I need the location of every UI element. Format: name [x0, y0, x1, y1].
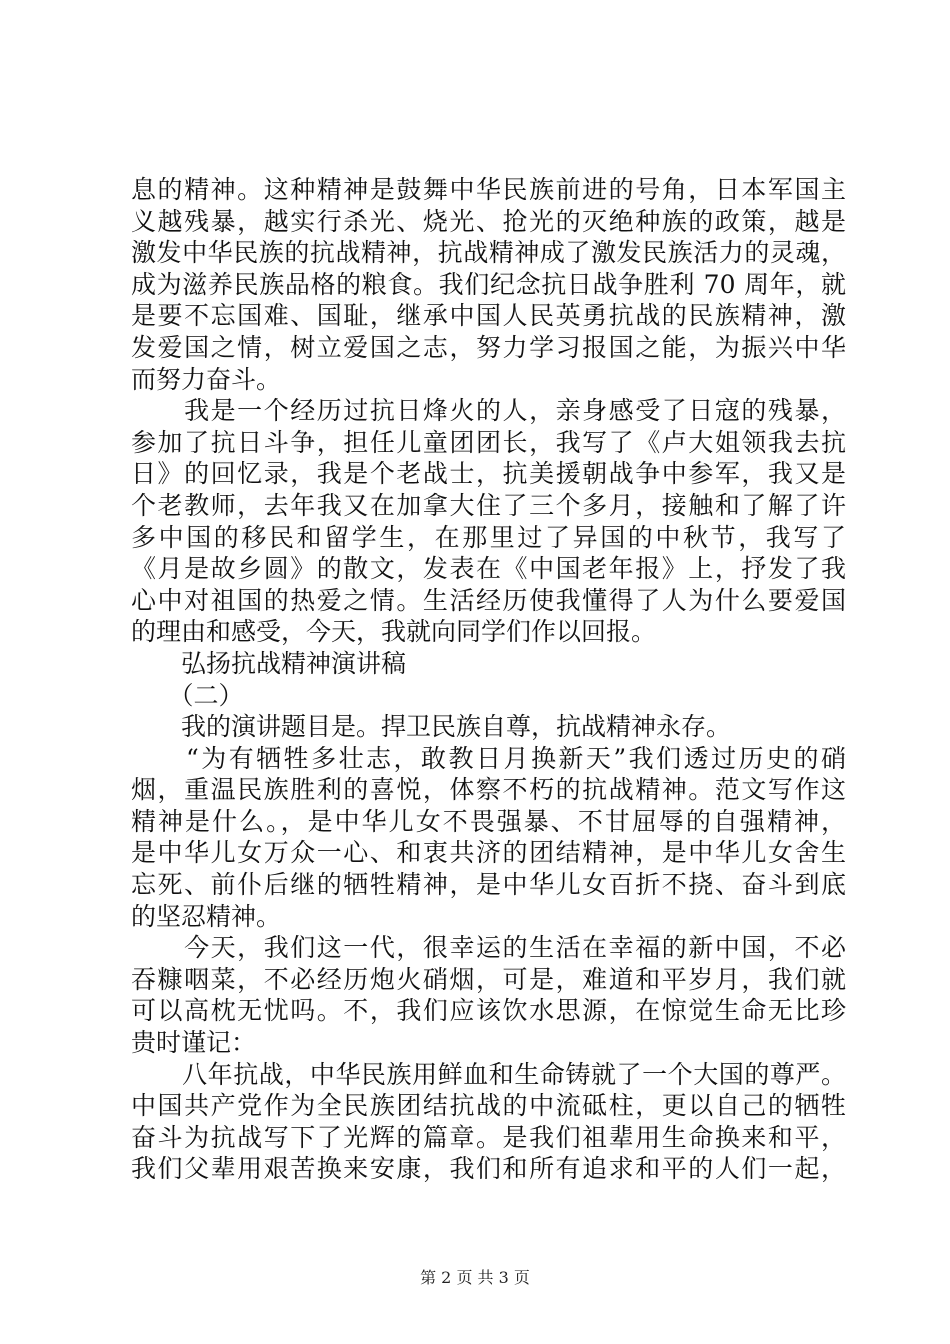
text-line: 多中国的移民和留学生，在那里过了异国的中秋节，我写了 — [131, 522, 846, 552]
body-text — [131, 174, 846, 1185]
text-line: 日》的回忆录，我是个老战士，抗美援朝战争中参军，我又是 — [131, 459, 846, 489]
section-number: （二） — [131, 680, 244, 710]
text-line: 而努力奋斗。 — [131, 364, 282, 394]
text-line: 贵时谨记： — [131, 1028, 257, 1058]
text-line: 参加了抗日斗争，担任儿童团团长，我写了《卢大姐领我去抗 — [131, 427, 846, 457]
text-line: 今天，我们这一代，很幸运的生活在幸福的新中国，不必 — [131, 933, 846, 963]
text-line: 是要不忘国难、国耻，继承中国人民英勇抗战的民族精神，激 — [131, 301, 846, 331]
page-footer — [0, 1268, 950, 1288]
text-line: 中国共产党作为全民族团结抗战的中流砥柱，更以自己的牺牲 — [131, 1091, 846, 1121]
text-line: 是中华儿女万众一心、和衷共济的团结精神，是中华儿女舍生 — [131, 838, 846, 868]
text-line: 烟，重温民族胜利的喜悦，体察不朽的抗战精神。范文写作这 — [131, 775, 846, 805]
section-heading: 弘扬抗战精神演讲稿 — [131, 648, 407, 678]
text-line: 成为滋养民族品格的粮食。我们纪念抗日战争胜利 70 周年，就 — [131, 269, 846, 299]
text-line: 的坚忍精神。 — [131, 901, 282, 931]
text-line: 奋斗为抗战写下了光辉的篇章。是我们祖辈用生命换来和平， — [131, 1122, 846, 1152]
text-line: 的理由和感受，今天，我就向同学们作以回报。 — [131, 617, 657, 647]
text-line: 个老教师，去年我又在加拿大住了三个多月，接触和了解了许 — [131, 490, 846, 520]
text-line: 我的演讲题目是。捍卫民族自尊，抗战精神永存。 — [131, 712, 732, 742]
text-line: 八年抗战，中华民族用鲜血和生命铸就了一个大国的尊严。 — [131, 1059, 846, 1089]
page-number-label: 第 2 页 共 3 页 — [420, 1268, 530, 1287]
text-line: 我们父辈用艰苦换来安康，我们和所有追求和平的人们一起， — [131, 1154, 846, 1184]
text-line: 吞糠咽菜，不必经历炮火硝烟，可是，难道和平岁月，我们就 — [131, 964, 846, 994]
text-line: 发爱国之情，树立爱国之志，努力学习报国之能，为振兴中华 — [131, 332, 846, 362]
text-line: “为有牺牲多壮志，敢教日月换新天”我们透过历史的硝 — [131, 743, 846, 773]
text-line: 激发中华民族的抗战精神，抗战精神成了激发民族活力的灵魂， — [131, 238, 846, 268]
text-line: 忘死、前仆后继的牺牲精神，是中华儿女百折不挠、奋斗到底 — [131, 870, 846, 900]
text-line: 息的精神。这种精神是鼓舞中华民族前进的号角，日本军国主 — [131, 175, 846, 204]
text-line: 义越残暴，越实行杀光、烧光、抢光的灭绝种族的政策，越是 — [131, 206, 846, 236]
text-line: 心中对祖国的热爱之情。生活经历使我懂得了人为什么要爱国 — [131, 585, 846, 615]
text-line: 我是一个经历过抗日烽火的人，亲身感受了日寇的残暴， — [131, 396, 846, 426]
text-line: 可以高枕无忧吗。不，我们应该饮水思源，在惊觉生命无比珍 — [131, 996, 846, 1026]
text-line: 精神是什么。，是中华儿女不畏强暴、不甘屈辱的自强精神， — [131, 806, 846, 836]
text-line: 《月是故乡圆》的散文，发表在《中国老年报》上，抒发了我 — [131, 554, 846, 584]
